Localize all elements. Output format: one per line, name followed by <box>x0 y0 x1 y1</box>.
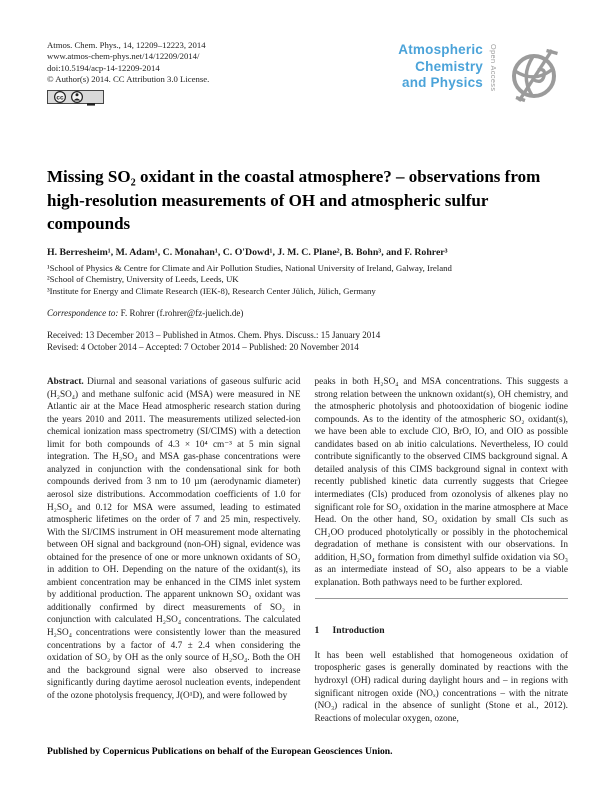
right-column <box>315 376 569 754</box>
article-url-link[interactable]: www.atmos-chem-phys.net/14/12209/2014/ <box>47 51 200 62</box>
affiliation-3: ³Institute for Energy and Climate Research (IEK-8), Research Center Jülich, Jülich, Germany <box>47 286 376 297</box>
abstract-text-col1: Diurnal and seasonal variations of gaseous sulfuric acid (H₂SO₄) and methane sulfonic acid (MSA) were measured in NE Atlantic air at the Mace Head atmospheric research station during the years 2010 and 2011. The measurements utilized selected-ion chemical ionization mass spectrometry (SI/CIMS) with a detection limit for both compounds of 4.3 × 10⁴ cm⁻³ at 5 min signal integration. The H₂SO₄ and MSA gas-phase concentrations were analyzed in conjunction with the condensational sink for both compounds derived from 3 nm to 10 µm (aerodynamic diameter) aerosol size distributions. Accommodation coefficients of 1.0 for H₂SO₄ and 0.12 for MSA were assumed, leading to estimated atmospheric lifetimes on the order of 7 and 25 min, respectively. With the SI/CIMS instrument in OH measurement mode alternating between OH signal and background (non-OH) signal, evidence was obtained for the presence of one or more unknown oxidants of SO₂ in addition to OH. Depending on the nature of the oxidant(s), its ambient concentration may be enhanced in the CIMS inlet system by additional production. The apparent unknown SO₂ oxidant was additionally confirmed by direct measurements of SO₂ in conjunction with calculated H₂SO₄ concentrations. The calculated H₂SO₄ concentrations were consistently lower than the measured concentrations by a factor of 4.7 ± 2.4 when considering the oxidation of SO₂ by OH as the only source of H₂SO₄. Both the OH and the background signal were also observed to increase significantly during daytime aerosol nucleation events, independent of the ozone photolysis frequency, J(O¹D), and were followed by <box>47 377 301 701</box>
citation-block <box>47 40 209 109</box>
correspondence-label: Correspondence to: <box>47 307 119 318</box>
journal-brand <box>398 42 568 113</box>
affiliation-2: ²School of Chemistry, University of Leeds, Leeds, UK <box>47 274 239 285</box>
intro-heading <box>315 625 569 638</box>
author-list: H. Berresheim¹, M. Adam¹, C. Monahan¹, C. O'Dowd¹, J. M. C. Plane², B. Bohn³, and F. Rohrer³ <box>47 246 448 258</box>
section-divider <box>315 598 569 599</box>
cc-by-badge-icon[interactable] <box>47 90 104 109</box>
intro-paragraph: It has been well established that homogeneous oxidation of tropospheric gases is generally dominated by reactions with the hydroxyl (OH) radical during daylight hours and – in regions with significant nitrogen oxide (NOₓ) concentrations – with the nitrate (NO₃) radical in the absence of sunlight (Stone et al., 2012). Reactions of molecular oxygen, ozone, <box>314 650 568 724</box>
affiliation-1: ¹School of Physics & Centre for Climate and Air Pollution Studies, National University of Ireland, Galway, Ireland <box>47 262 452 273</box>
journal-name-line3: and Physics <box>402 75 483 90</box>
license-line: © Author(s) 2014. CC Attribution 3.0 License. <box>47 73 210 84</box>
abstract-label: Abstract. <box>47 377 84 388</box>
journal-name-line1: Atmospheric <box>398 42 483 57</box>
journal-name <box>398 42 483 92</box>
citation-line: Atmos. Chem. Phys., 14, 12209–12223, 2014 <box>47 40 206 50</box>
left-column <box>47 376 301 754</box>
correspondence-line <box>47 308 568 318</box>
affiliations-block <box>47 263 568 298</box>
correspondence-email[interactable]: F. Rohrer (f.rohrer@fz-juelich.de) <box>120 307 244 318</box>
dates-block <box>47 329 568 354</box>
publisher-footer: Published by Copernicus Publications on behalf of the European Geosciences Union. <box>47 746 393 757</box>
journal-name-line2: Chemistry <box>415 58 483 74</box>
revised-line: Revised: 4 October 2014 – Accepted: 7 October 2014 – Published: 20 November 2014 <box>47 342 359 353</box>
egu-globe-icon <box>502 40 568 113</box>
article-title: Missing SO₂ oxidant in the coastal atmosphere? – observations from high-resolution measurements of OH and atmospheric sulfur compounds <box>47 167 541 233</box>
intro-section-title: Introduction <box>332 625 385 637</box>
doi-line: doi:10.5194/acp-14-12209-2014 <box>47 62 160 73</box>
abstract-text-col2: peaks in both H₂SO₄ and MSA concentrations. This suggests a strong relation between the unknown oxidant(s), OH chemistry, and the atmospheric photolysis and photooxidation of biogenic iodine compounds. As to the identity of the atmospheric SO₂ oxidant(s), we have been able to exclude ClO, BrO, IO, and OIO as possible candidates based on ab initio calculations. Nevertheless, IO could contribute significantly to the observed CIMS background signal. A detailed analysis of this CIMS background signal in context with recently published kinetic data currently suggests that Criegee intermediates (CIs) produced from ozonolysis of alkenes play no significant role for SO₂ oxidation in the marine atmosphere at Mace Head. On the other hand, SO₂ oxidation by small CIs such as CH₂OO produced photolytically or possibly in the photochemical degradation of methane is consistent with our observations. In addition, H₂SO₄ formation from dimethyl sulfide oxidation via SO₃ as an intermediate instead of SO₂ also appears to be a viable explanation. Both pathways need to be further explored. <box>314 377 568 588</box>
page-header <box>47 40 568 113</box>
received-line: Received: 13 December 2013 – Published in Atmos. Chem. Phys. Discuss.: 15 January 2014 <box>47 329 381 340</box>
body-columns <box>47 376 568 754</box>
intro-section-number: 1 <box>314 625 320 637</box>
svg-text:cc: cc <box>56 94 64 102</box>
open-access-label: Open Access <box>489 44 498 92</box>
